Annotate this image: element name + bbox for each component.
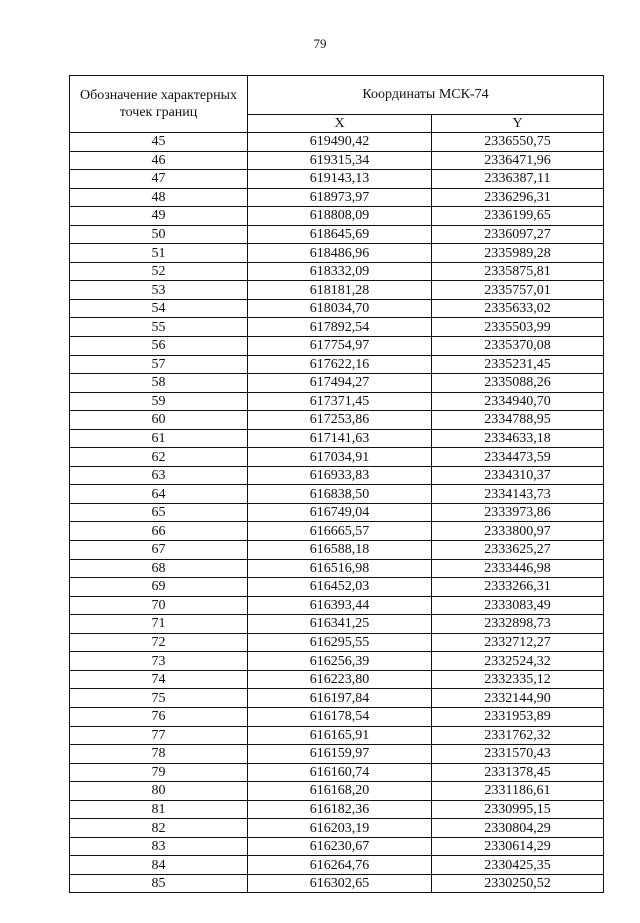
table-row [70,337,604,356]
x-cell: 616302,65 [248,874,432,893]
x-cell: 619490,42 [248,133,432,152]
point-id-cell: 68 [70,559,248,578]
y-cell: 2332335,12 [432,670,604,689]
x-cell: 616223,80 [248,670,432,689]
y-cell: 2330995,15 [432,800,604,819]
point-id-cell: 84 [70,856,248,875]
y-cell: 2331186,61 [432,782,604,801]
table-row [70,429,604,448]
point-id-cell: 82 [70,819,248,838]
table-row [70,596,604,615]
y-cell: 2330804,29 [432,819,604,838]
table-row [70,670,604,689]
point-id-cell: 72 [70,633,248,652]
point-id-cell: 63 [70,466,248,485]
y-cell: 2335088,26 [432,374,604,393]
coordinates-table [69,75,604,893]
y-cell: 2333625,27 [432,541,604,560]
table-row [70,318,604,337]
table-row [70,448,604,467]
x-cell: 616256,39 [248,652,432,671]
table-row [70,689,604,708]
x-cell: 618645,69 [248,225,432,244]
table-row [70,800,604,819]
table-row [70,837,604,856]
x-cell: 617622,16 [248,355,432,374]
table-row [70,207,604,226]
x-cell: 619143,13 [248,170,432,189]
point-id-cell: 80 [70,782,248,801]
point-id-cell: 47 [70,170,248,189]
table-row [70,503,604,522]
point-id-cell: 81 [70,800,248,819]
y-cell: 2333083,49 [432,596,604,615]
x-cell: 616160,74 [248,763,432,782]
x-cell: 617253,86 [248,411,432,430]
table-row [70,170,604,189]
y-cell: 2331762,32 [432,726,604,745]
x-cell: 616588,18 [248,541,432,560]
table-row [70,225,604,244]
point-id-cell: 61 [70,429,248,448]
y-cell: 2335231,45 [432,355,604,374]
point-id-cell: 60 [70,411,248,430]
table-row [70,374,604,393]
point-id-cell: 65 [70,503,248,522]
x-cell: 617754,97 [248,337,432,356]
table-row [70,615,604,634]
table-row [70,151,604,170]
point-id-cell: 69 [70,578,248,597]
x-cell: 617141,63 [248,429,432,448]
y-cell: 2332144,90 [432,689,604,708]
x-cell: 616230,67 [248,837,432,856]
table-row [70,874,604,893]
x-cell: 617892,54 [248,318,432,337]
point-id-cell: 77 [70,726,248,745]
point-id-cell: 66 [70,522,248,541]
x-cell: 616182,36 [248,800,432,819]
y-cell: 2335757,01 [432,281,604,300]
x-cell: 617371,45 [248,392,432,411]
y-cell: 2336199,65 [432,207,604,226]
table-row [70,244,604,263]
point-id-cell: 71 [70,615,248,634]
table-row [70,819,604,838]
table-body [70,133,604,893]
table-row [70,522,604,541]
x-cell: 616178,54 [248,707,432,726]
point-id-cell: 67 [70,541,248,560]
point-id-cell: 53 [70,281,248,300]
y-cell: 2334940,70 [432,392,604,411]
x-cell: 616933,83 [248,466,432,485]
y-cell: 2330425,35 [432,856,604,875]
x-cell: 616203,19 [248,819,432,838]
x-cell: 616341,25 [248,615,432,634]
x-cell: 616516,98 [248,559,432,578]
y-cell: 2330614,29 [432,837,604,856]
y-cell: 2331570,43 [432,745,604,764]
table-row [70,707,604,726]
y-cell: 2336296,31 [432,188,604,207]
point-id-cell: 57 [70,355,248,374]
table-row [70,392,604,411]
point-id-cell: 78 [70,745,248,764]
y-cell: 2336097,27 [432,225,604,244]
y-cell: 2335633,02 [432,299,604,318]
x-cell: 618181,28 [248,281,432,300]
table-row [70,262,604,281]
x-cell: 618486,96 [248,244,432,263]
point-id-cell: 79 [70,763,248,782]
table-row [70,782,604,801]
y-cell: 2335875,81 [432,262,604,281]
table-row [70,652,604,671]
table-row [70,133,604,152]
point-id-cell: 76 [70,707,248,726]
table-row [70,541,604,560]
table-row [70,281,604,300]
point-id-cell: 62 [70,448,248,467]
x-cell: 616665,57 [248,522,432,541]
x-cell: 618808,09 [248,207,432,226]
x-cell: 616264,76 [248,856,432,875]
y-cell: 2334633,18 [432,429,604,448]
point-id-cell: 51 [70,244,248,263]
table-row [70,856,604,875]
point-id-cell: 70 [70,596,248,615]
x-cell: 617494,27 [248,374,432,393]
point-id-cell: 49 [70,207,248,226]
point-id-cell: 56 [70,337,248,356]
table-row [70,466,604,485]
y-cell: 2333800,97 [432,522,604,541]
y-cell: 2330250,52 [432,874,604,893]
y-cell: 2332898,73 [432,615,604,634]
point-id-cell: 50 [70,225,248,244]
y-cell: 2335370,08 [432,337,604,356]
table-row [70,411,604,430]
point-id-cell: 52 [70,262,248,281]
x-cell: 617034,91 [248,448,432,467]
table-row [70,355,604,374]
point-id-cell: 64 [70,485,248,504]
x-cell: 618034,70 [248,299,432,318]
table-row [70,578,604,597]
point-id-cell: 46 [70,151,248,170]
point-id-cell: 55 [70,318,248,337]
x-cell: 616749,04 [248,503,432,522]
point-id-cell: 48 [70,188,248,207]
x-cell: 616452,03 [248,578,432,597]
point-id-cell: 74 [70,670,248,689]
point-id-cell: 58 [70,374,248,393]
table-row [70,188,604,207]
table-row [70,726,604,745]
y-cell: 2336471,96 [432,151,604,170]
header-coordinates: Координаты МСК-74 [248,76,604,115]
point-id-cell: 45 [70,133,248,152]
point-id-cell: 75 [70,689,248,708]
point-id-cell: 83 [70,837,248,856]
x-cell: 619315,34 [248,151,432,170]
x-cell: 616159,97 [248,745,432,764]
y-cell: 2336387,11 [432,170,604,189]
x-cell: 616295,55 [248,633,432,652]
x-cell: 618973,97 [248,188,432,207]
y-cell: 2332712,27 [432,633,604,652]
table-row [70,763,604,782]
table-header [70,76,604,133]
x-cell: 616168,20 [248,782,432,801]
x-cell: 616165,91 [248,726,432,745]
y-cell: 2334788,95 [432,411,604,430]
table-row [70,745,604,764]
y-cell: 2335989,28 [432,244,604,263]
y-cell: 2331378,45 [432,763,604,782]
y-cell: 2332524,32 [432,652,604,671]
y-cell: 2336550,75 [432,133,604,152]
table-row [70,559,604,578]
y-cell: 2335503,99 [432,318,604,337]
y-cell: 2333266,31 [432,578,604,597]
header-point-label: Обозначение характерных точек границ [70,76,248,133]
y-cell: 2334473,59 [432,448,604,467]
y-cell: 2333446,98 [432,559,604,578]
y-cell: 2334143,73 [432,485,604,504]
y-cell: 2334310,37 [432,466,604,485]
table-row [70,299,604,318]
y-cell: 2331953,89 [432,707,604,726]
point-id-cell: 59 [70,392,248,411]
point-id-cell: 54 [70,299,248,318]
point-id-cell: 85 [70,874,248,893]
header-y: Y [432,114,604,132]
header-x: X [248,114,432,132]
table-row [70,485,604,504]
page-number: 79 [313,36,327,51]
table-row [70,633,604,652]
x-cell: 616393,44 [248,596,432,615]
point-id-cell: 73 [70,652,248,671]
x-cell: 616838,50 [248,485,432,504]
x-cell: 616197,84 [248,689,432,708]
x-cell: 618332,09 [248,262,432,281]
y-cell: 2333973,86 [432,503,604,522]
